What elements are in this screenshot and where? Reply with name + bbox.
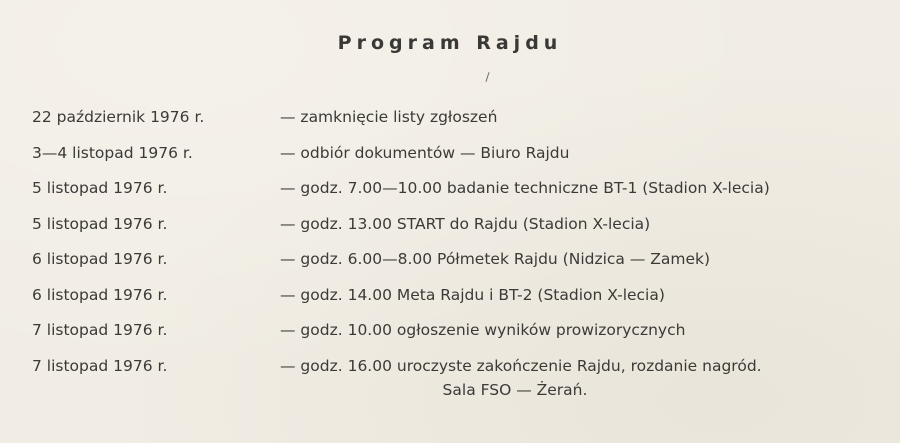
- schedule-row: [0, 284, 900, 320]
- schedule-description: — godz. 7.00—10.00 badanie techniczne BT-1 (Stadion X-lecia): [280, 179, 770, 197]
- schedule-date: 5 listopad 1976 r.: [32, 214, 168, 233]
- schedule-description: — godz. 6.00—8.00 Półmetek Rajdu (Nidzica — Zamek): [280, 250, 711, 268]
- schedule-row: [0, 106, 900, 142]
- schedule-description: — godz. 16.00 uroczyste zakończenie Rajdu, rozdanie nagród.: [280, 356, 762, 375]
- stray-mark: [485, 72, 489, 82]
- schedule-date: 7 listopad 1976 r.: [32, 356, 168, 375]
- schedule-description: — godz. 10.00 ogłoszenie wyników prowizorycznych: [280, 321, 686, 339]
- schedule-date: 6 listopad 1976 r.: [32, 250, 168, 268]
- schedule-row: [0, 142, 900, 178]
- schedule-description: — zamknięcie listy zgłoszeń: [280, 108, 498, 126]
- schedule-description: — godz. 14.00 Meta Rajdu i BT-2 (Stadion X-lecia): [280, 285, 665, 304]
- schedule-date: 7 listopad 1976 r.: [32, 321, 168, 339]
- schedule-row: [0, 177, 900, 213]
- schedule-date: 5 listopad 1976 r.: [32, 179, 168, 197]
- schedule-row: [0, 319, 900, 355]
- schedule-description: — odbiór dokumentów — Biuro Rajdu: [280, 143, 570, 162]
- page-title: Program Rajdu: [337, 32, 563, 54]
- schedule-description: — godz. 13.00 START do Rajdu (Stadion X-lecia): [280, 214, 651, 233]
- schedule-list: [0, 106, 900, 399]
- schedule-continuation: Sala FSO — Żerań.: [442, 380, 588, 399]
- schedule-date: 6 listopad 1976 r.: [32, 285, 168, 304]
- schedule-date: 3—4 listopad 1976 r.: [32, 143, 193, 162]
- schedule-row: [0, 213, 900, 249]
- schedule-row: [0, 355, 900, 399]
- schedule-row: [0, 248, 900, 284]
- schedule-date: 22 październik 1976 r.: [32, 108, 205, 126]
